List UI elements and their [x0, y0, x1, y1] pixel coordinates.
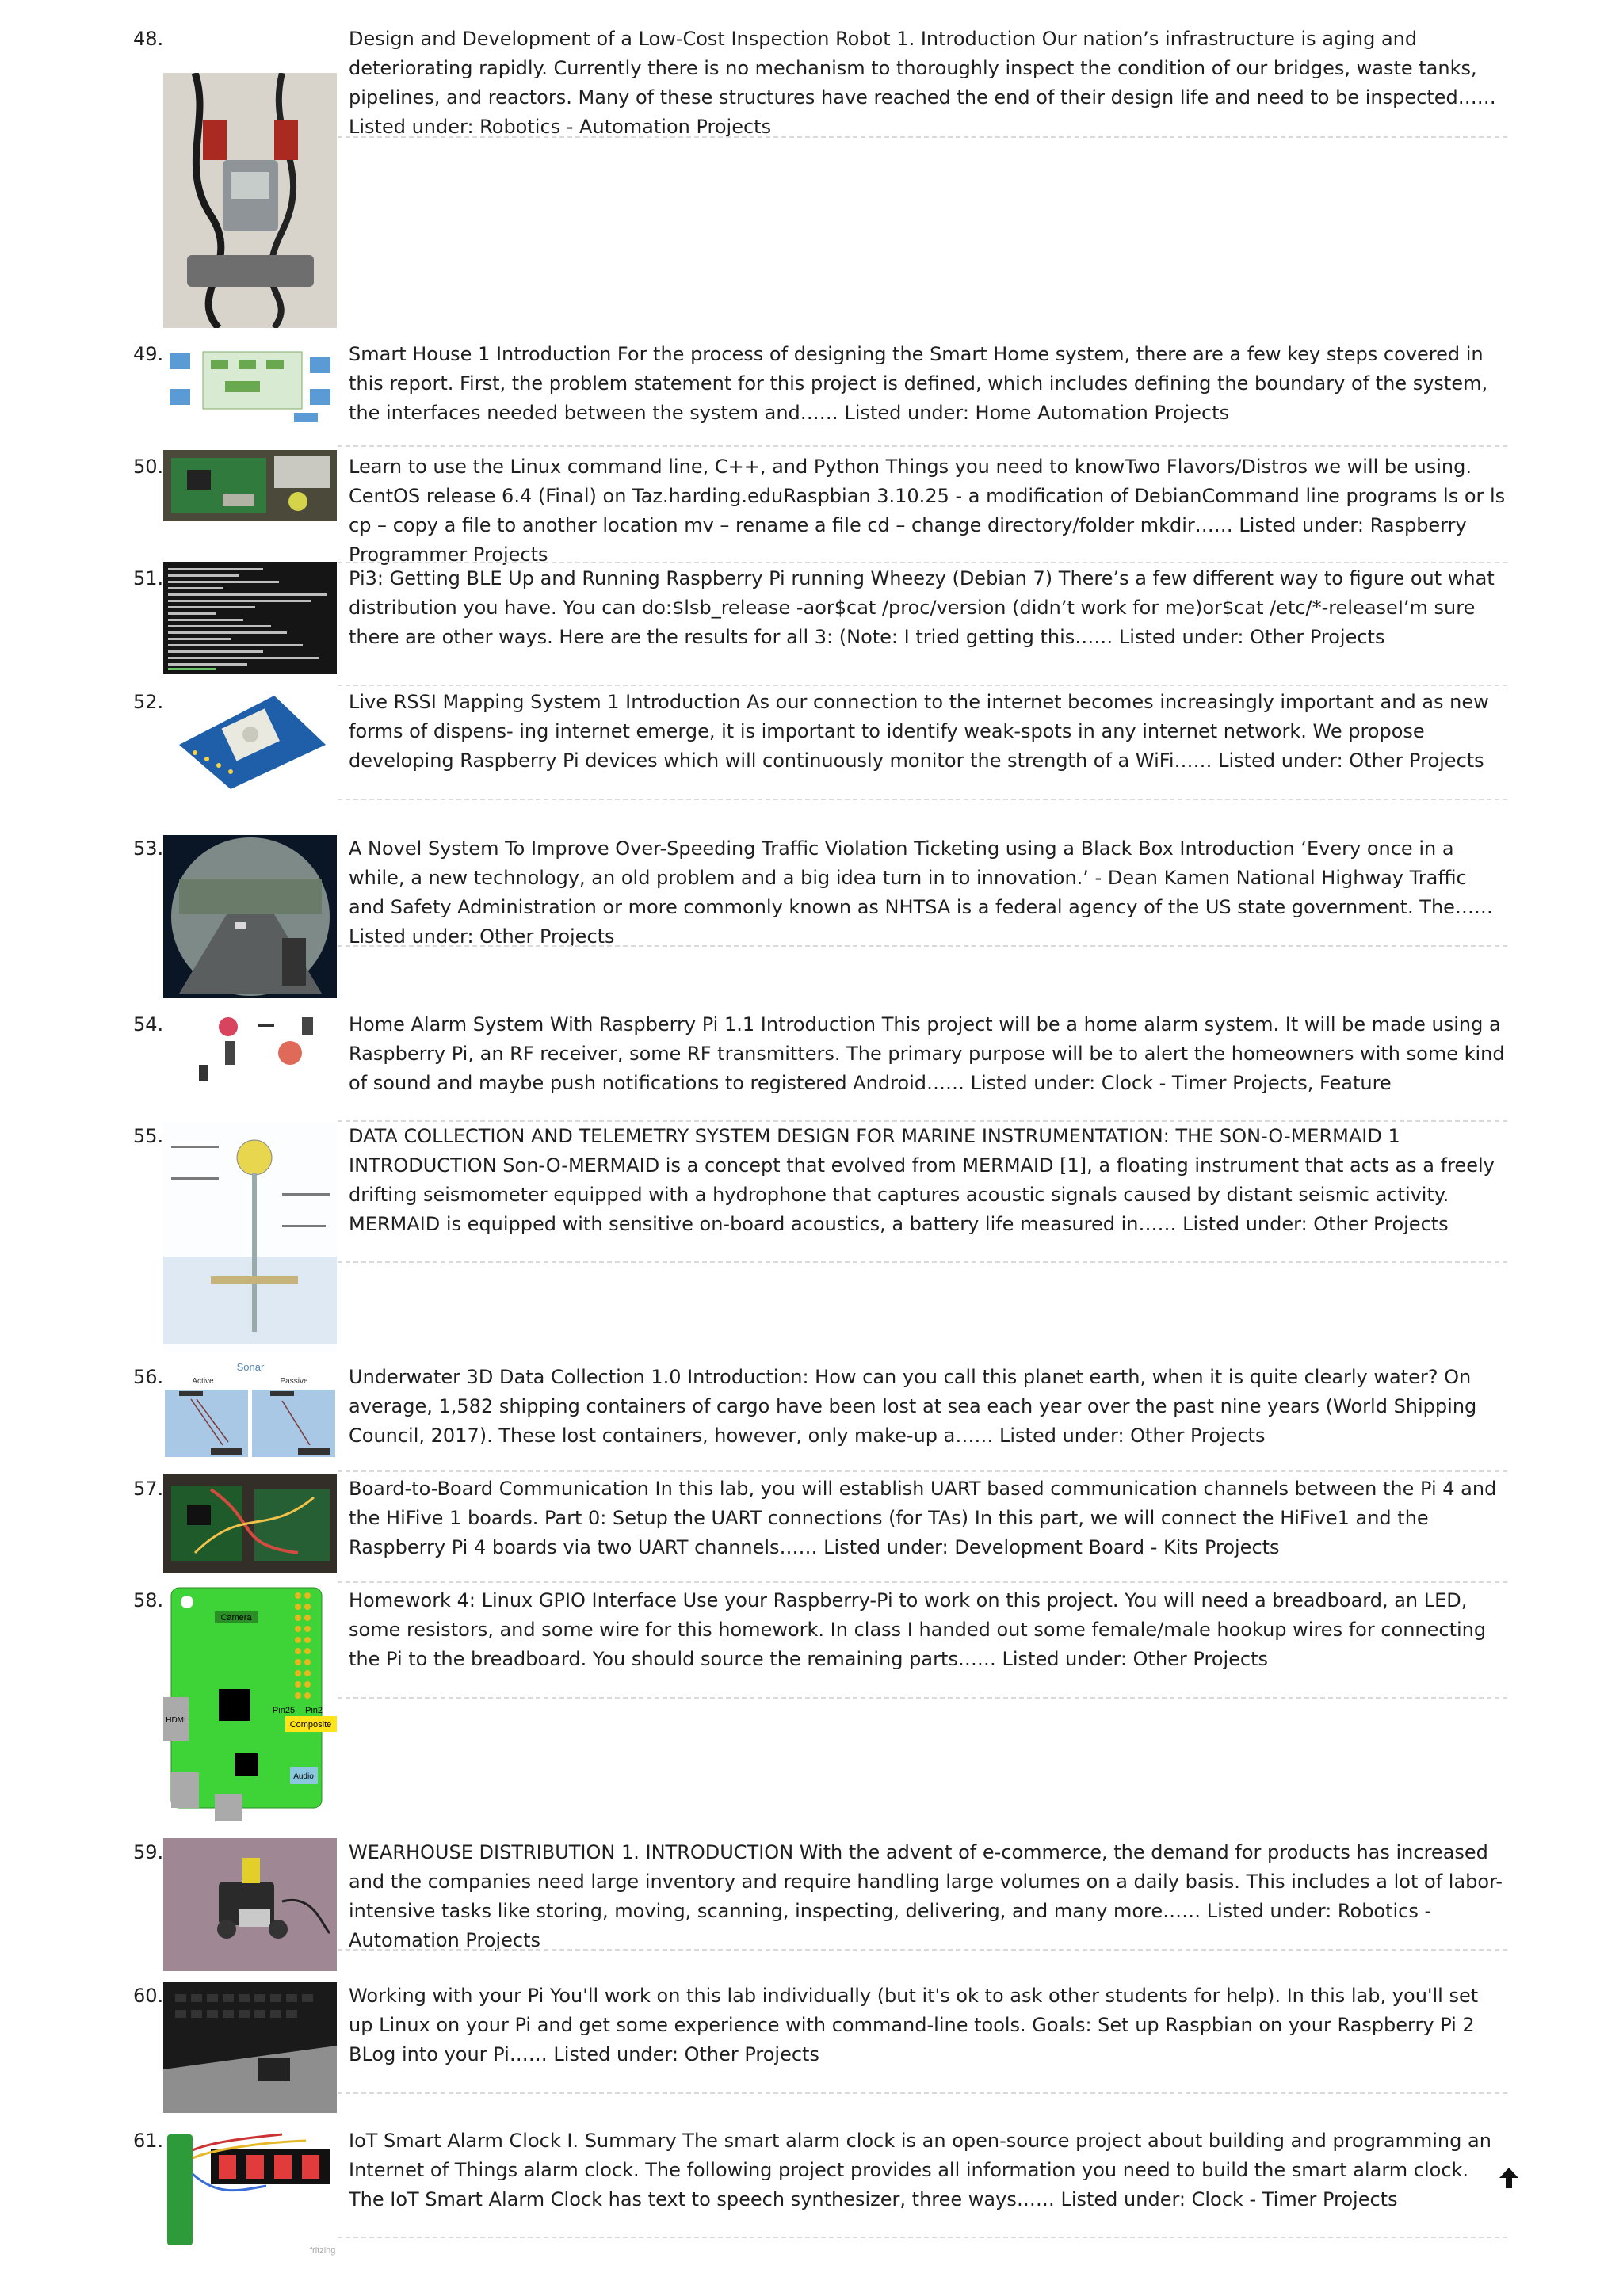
- divider: [338, 136, 1507, 138]
- divider: [338, 1581, 1507, 1583]
- item-number: 57.: [133, 1478, 164, 1500]
- item-number: 53.: [133, 837, 164, 860]
- sonar-label-passive: Passive: [280, 1377, 308, 1386]
- back-to-top-button[interactable]: [1499, 2168, 1518, 2188]
- item-number: 56.: [133, 1366, 164, 1388]
- item-thumbnail[interactable]: [163, 450, 337, 521]
- item-thumbnail[interactable]: [163, 1009, 337, 1089]
- sonar-caption: Sonar: [236, 1361, 265, 1373]
- divider: [338, 2092, 1507, 2094]
- item-number: 60.: [133, 1985, 164, 2007]
- item-number: 52.: [133, 691, 164, 713]
- camera-label: Camera: [220, 1613, 252, 1623]
- item-description[interactable]: WEARHOUSE DISTRIBUTION 1. INTRODUCTION With the advent of e-commerce, the demand for products has increased and the companies need large inventory and require handling large volumes on a daily basis. This includes a lot of labor- intensive tasks like storing, moving, scanning, inspecting, delivering, and many more…… Listed under: Robotics - Automation Projects: [349, 1841, 1503, 1951]
- hdmi-label: HDMI: [166, 1716, 186, 1725]
- item-description[interactable]: Learn to use the Linux command line, C++, and Python Things you need to knowTwo Flavors/Distros we will be using. CentOS release 6.4 (Final) on Taz.harding.eduRaspbian 3.10.25 - a modification of DebianCommand line programs ls or ls cp – copy a file to another location mv – rename a file cd – change directory/folder mkdir…… Listed under: Raspberry Programmer Projects: [349, 456, 1506, 566]
- item-thumbnail[interactable]: [163, 835, 337, 998]
- pin25-label: Pin25: [272, 1706, 296, 1715]
- divider: [338, 2237, 1507, 2238]
- item-description[interactable]: IoT Smart Alarm Clock I. Summary The smart alarm clock is an open-source project about building and programming an Internet of Things alarm clock. The following project provides all information you need to build the smart alarm clock. The IoT Smart Alarm Clock has text to speech synthesizer, three ways…… Listed under: Clock - Timer Projects: [349, 2130, 1491, 2210]
- pin2-label: Pin2: [304, 1706, 323, 1715]
- item-thumbnail[interactable]: [163, 345, 337, 425]
- divider: [338, 945, 1507, 947]
- audio-label: Audio: [293, 1772, 314, 1781]
- divider: [338, 1697, 1507, 1699]
- sonar-label-active: Active: [192, 1377, 214, 1386]
- divider: [338, 685, 1507, 686]
- arrow-up-icon: [1499, 2168, 1518, 2188]
- item-description[interactable]: Board-to-Board Communication In this lab, you will establish UART based communication channels between the Pi 4 and the HiFive 1 boards. Part 0: Setup the UART connections (for TAs) In this part, we will connect the HiFive1 and the Raspberry Pi 4 boards via two UART channels…… Listed under: Development Board - Kits Projects: [349, 1478, 1497, 1558]
- item-description[interactable]: A Novel System To Improve Over-Speeding Traffic Violation Ticketing using a Black Box Introduction ‘Every once in a while, a new technology, an old problem and a big idea turn in to innovation.’ - Dean Kamen National Highway Traffic and Safety Administration or more commonly known as NHTSA is a federal agency of the US state government. The…… Listed under: Other Projects: [349, 837, 1493, 948]
- divider: [338, 445, 1507, 447]
- item-description[interactable]: Live RSSI Mapping System 1 Introduction As our connection to the internet becomes increasingly important and as new forms of dispens- ing internet emerge, it is important to identify weak-spots in any internet network. We propose developing Raspberry Pi devices which will continuously monitor the strength of a WiFi…… Listed under: Other Projects: [349, 691, 1489, 772]
- item-thumbnail[interactable]: [163, 1360, 337, 1459]
- item-description[interactable]: DATA COLLECTION AND TELEMETRY SYSTEM DESIGN FOR MARINE INSTRUMENTATION: THE SON-O-MERMAID 1 INTRODUCTION Son-O-MERMAID is a concept that evolved from MERMAID [1], a floating instrument that acts as a freely drifting seismometer equipped with a hydrophone that captures acoustic signals caused by distant seismic activity. MERMAID is equipped with sensitive on-board acoustics, a battery life measured in…… Listed under: Other Projects: [349, 1125, 1495, 1235]
- item-number: 48.: [133, 28, 164, 50]
- divider: [338, 1261, 1507, 1263]
- item-thumbnail[interactable]: [163, 689, 337, 792]
- item-number: 59.: [133, 1841, 164, 1863]
- item-number: 49.: [133, 343, 164, 365]
- item-description[interactable]: Homework 4: Linux GPIO Interface Use your Raspberry-Pi to work on this project. You will need a breadboard, an LED, some resistors, and some wire for this homework. In class I handed out some female/male hookup wires for connecting the Pi to the breadboard. You should source the remaining parts…… Listed under: Other Projects: [349, 1589, 1487, 1670]
- item-number: 50.: [133, 456, 164, 478]
- item-thumbnail[interactable]: [163, 2126, 337, 2257]
- divider: [338, 1470, 1507, 1472]
- divider: [338, 562, 1507, 563]
- item-description[interactable]: Design and Development of a Low-Cost Inspection Robot 1. Introduction Our nation’s infrastructure is aging and deteriorating rapidly. Currently there is no mechanism to thoroughly inspect the condition of our bridges, waste tanks, pipelines, and reactors. Many of these structures have reached the end of their design life and need to be inspected…… Listed under: Robotics - Automation Projects: [349, 28, 1496, 138]
- item-thumbnail[interactable]: [163, 1586, 337, 1824]
- item-thumbnail[interactable]: [163, 1474, 337, 1573]
- item-description[interactable]: Pi3: Getting BLE Up and Running Raspberry Pi running Wheezy (Debian 7) There’s a few different way to figure out what distribution you have. You can do:$lsb_release -aor$cat /proc/version (didn’t work for me)or$cat /etc/*-releaseI’m sure there are other ways. Here are the results for all 3: (Note: I tried getting this…… Listed under: Other Projects: [349, 567, 1495, 648]
- item-thumbnail[interactable]: [163, 73, 337, 328]
- item-thumbnail[interactable]: [163, 1122, 337, 1352]
- item-description[interactable]: Underwater 3D Data Collection 1.0 Introduction: How can you call this planet earth, when it is quite clearly water? On average, 1,582 shipping containers of cargo have been lost at sea each year over the past nine years (World Shipping Council, 2017). These lost containers, however, only make-up a…… Listed under: Other Projects: [349, 1366, 1477, 1447]
- item-thumbnail[interactable]: [163, 1982, 337, 2113]
- composite-label: Composite: [289, 1720, 332, 1730]
- fritzing-caption: fritzing: [310, 2246, 336, 2256]
- item-description[interactable]: Home Alarm System With Raspberry Pi 1.1 Introduction This project will be a home alarm system. It will be made using a Raspberry Pi, an RF receiver, some RF transmitters. The primary purpose will be to alert the homeowners with some kind of sound and maybe push notifications to registered Android…… Listed under: Clock - Timer Projects, Feature: [349, 1013, 1505, 1094]
- divider: [338, 1949, 1507, 1951]
- item-number: 51.: [133, 567, 164, 589]
- item-number: 54.: [133, 1013, 164, 1035]
- item-description[interactable]: Smart House 1 Introduction For the process of designing the Smart Home system, there are a few key steps covered in this report. First, the problem statement for this project is defined, which includes defining the boundary of the system, the interfaces needed between the system and…… Listed under: Home Automation Projects: [349, 343, 1488, 424]
- item-description[interactable]: Working with your Pi You'll work on this lab individually (but it's ok to ask other students for help). In this lab, you'll set up Linux on your Pi and get some experience with command-line tools. Goals: Set up Raspbian on your Raspberry Pi 2 BLog into your Pi…… Listed under: Other Projects: [349, 1985, 1479, 2065]
- item-number: 55.: [133, 1125, 164, 1147]
- item-number: 61.: [133, 2130, 164, 2152]
- item-thumbnail[interactable]: [163, 1838, 337, 1971]
- divider: [338, 799, 1507, 800]
- item-thumbnail[interactable]: [163, 562, 337, 674]
- item-number: 58.: [133, 1589, 164, 1611]
